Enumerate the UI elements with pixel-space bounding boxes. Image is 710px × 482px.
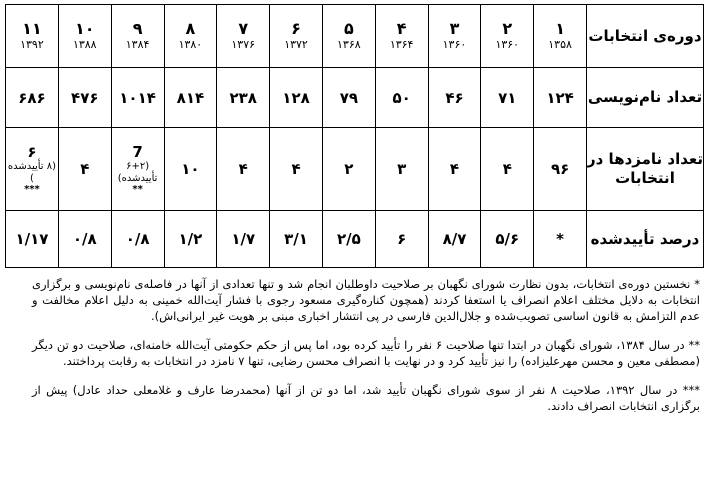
- footnote: * نخستین دوره‌ی انتخابات، بدون نظارت شورای نگهبان بر صلاحیت داوطلبان انجام شد و تنها تعدادی از آنها در فاصله‌ی نام‌نویسی و برگزاری انتخابات به دلایل مختلف اعلام انصراف یا استعفا کردند (همچون کناره‌گیری مسعود رجوی با فشار آیت‌الله خمینی به دلیل اعلام مخالفت و عدم التزامش به قانون اساسی تصویب‌شده و جلال‌الدین فارسی در پی انتشار اخباری مبنی بر هویت غیر ایرانی‌اش).: [32, 277, 700, 323]
- round-number: ۲: [502, 19, 513, 38]
- candidates-value: ۴: [502, 159, 512, 178]
- round-cell: [58, 5, 111, 68]
- round-cell: [534, 5, 587, 68]
- approved-cell: ۰/۸: [111, 211, 164, 268]
- candidates-value: ۱۰: [181, 159, 200, 178]
- approved-cell: *: [534, 211, 587, 268]
- round-year: ۱۳۶۴: [389, 38, 414, 51]
- candidates-value: ۲: [344, 159, 354, 178]
- registrants-row: [6, 68, 704, 128]
- registrants-cell: ۱۲۸: [270, 68, 323, 128]
- approved-cell: ۳/۱: [270, 211, 323, 268]
- round-number: ۶: [291, 19, 301, 38]
- round-year: ۱۳۷۶: [231, 38, 256, 51]
- registrants-cell: ۱۲۴: [534, 68, 587, 128]
- candidates-footnote-mark: **: [132, 183, 143, 195]
- round-year: ۱۳۸۰: [178, 38, 203, 51]
- round-cell: [6, 5, 59, 68]
- candidates-value: ۴: [291, 159, 301, 178]
- round-number: ۱: [555, 19, 565, 38]
- approved-cell: ۵/۶: [481, 211, 534, 268]
- round-number: ۱۰: [75, 19, 95, 38]
- candidates-value: ۴: [80, 159, 90, 178]
- candidates-cell: [375, 128, 428, 211]
- round-header: دوره‌ی انتخابات: [587, 5, 704, 68]
- candidates-value: ۴: [449, 159, 460, 178]
- approved-cell: ۸/۷: [428, 211, 481, 268]
- candidates-value: ۹۶: [550, 159, 570, 178]
- candidates-value: ۴: [238, 159, 248, 178]
- footnote: ** در سال ۱۳۸۴، شورای نگهبان در ابتدا تنها صلاحیت ۶ نفر را تأیید کرده بود، اما پس از حکم حکومتی آیت‌الله خامنه‌ای، صلاحیت دو تن دیگر (مصطفی معین و محسن مهرعلیزاده) را نیز تأیید کرد و در نهایت با انصراف محسن رضایی، تنها ۷ نامزد در انتخابات به رقابت پرداختند.: [32, 338, 700, 368]
- registrants-cell: ۱۰۱۴: [111, 68, 164, 128]
- approved-cell: ۱/۱۷: [6, 211, 59, 268]
- round-cell: [375, 5, 428, 68]
- approved-row: [6, 211, 704, 268]
- round-number: ۵: [343, 19, 354, 38]
- round-year: ۱۳۸۴: [125, 38, 150, 51]
- round-year: ۱۳۶۰: [495, 38, 520, 51]
- approved-cell: ۰/۸: [58, 211, 111, 268]
- candidates-cell: [164, 128, 217, 211]
- round-cell: [428, 5, 481, 68]
- candidates-cell: [428, 128, 481, 211]
- footnotes: [32, 276, 700, 427]
- approved-cell: ۶: [375, 211, 428, 268]
- candidates-cell: [111, 128, 164, 211]
- registrants-cell: ۴۷۶: [58, 68, 111, 128]
- candidates-cell: [322, 128, 375, 211]
- registrants-cell: ۶۸۶: [6, 68, 59, 128]
- round-cell: [322, 5, 375, 68]
- round-year: ۱۳۷۲: [284, 38, 308, 51]
- candidates-note: (۶+۲ تأییدشده): [117, 160, 158, 184]
- round-cell: [217, 5, 270, 68]
- round-number: ۷: [238, 19, 249, 38]
- registrants-cell: ۴۶: [428, 68, 481, 128]
- round-year: ۱۳۶۰: [442, 38, 467, 51]
- round-year: ۱۳۹۲: [20, 38, 44, 51]
- round-cell: [270, 5, 323, 68]
- registrants-cell: ۷۹: [322, 68, 375, 128]
- footnote: *** در سال ۱۳۹۲، صلاحیت ۸ نفر از سوی شورای نگهبان تأیید شد، اما دو تن از آنها (محمدرضا عارف و غلامعلی حداد عادل) پیش از برگزاری انتخابات انصراف دادند.: [32, 383, 700, 413]
- round-cell: [111, 5, 164, 68]
- candidates-value: ۳: [397, 159, 407, 178]
- candidates-row: [6, 128, 704, 211]
- candidates-value: 7: [132, 142, 143, 161]
- registrants-cell: ۵۰: [375, 68, 428, 128]
- candidates-cell: [270, 128, 323, 211]
- candidates-cell: [534, 128, 587, 211]
- registrants-cell: ۷۱: [481, 68, 534, 128]
- candidates-footnote-mark: ***: [24, 183, 40, 195]
- approved-header: درصد تأییدشده: [587, 211, 704, 268]
- approved-cell: ۲/۵: [322, 211, 375, 268]
- candidates-cell: [217, 128, 270, 211]
- candidates-cell: [481, 128, 534, 211]
- registrants-cell: ۲۳۸: [217, 68, 270, 128]
- round-cell: [164, 5, 217, 68]
- candidates-cell: [58, 128, 111, 211]
- registrants-header: تعداد نام‌نویسی: [587, 68, 704, 128]
- round-number: ۹: [132, 19, 143, 38]
- candidates-value: ۶: [27, 142, 37, 161]
- candidates-cell: [6, 128, 59, 211]
- approved-cell: ۱/۷: [217, 211, 270, 268]
- elections-table: [5, 4, 704, 268]
- candidates-header: تعداد نامزدها در انتخابات: [587, 128, 704, 211]
- round-cell: [481, 5, 534, 68]
- round-year: ۱۳۶۸: [337, 38, 361, 51]
- round-number: ۸: [185, 19, 196, 38]
- round-number: ۴: [396, 19, 407, 38]
- round-year: ۱۳۸۸: [72, 38, 97, 51]
- round-year: ۱۳۵۸: [548, 38, 572, 51]
- round-number: ۱۱: [22, 19, 42, 38]
- approved-cell: ۱/۲: [164, 211, 217, 268]
- round-row: [6, 5, 704, 68]
- registrants-cell: ۸۱۴: [164, 68, 217, 128]
- candidates-note: (۸ تأییدشده ): [7, 160, 57, 184]
- round-number: ۳: [449, 19, 460, 38]
